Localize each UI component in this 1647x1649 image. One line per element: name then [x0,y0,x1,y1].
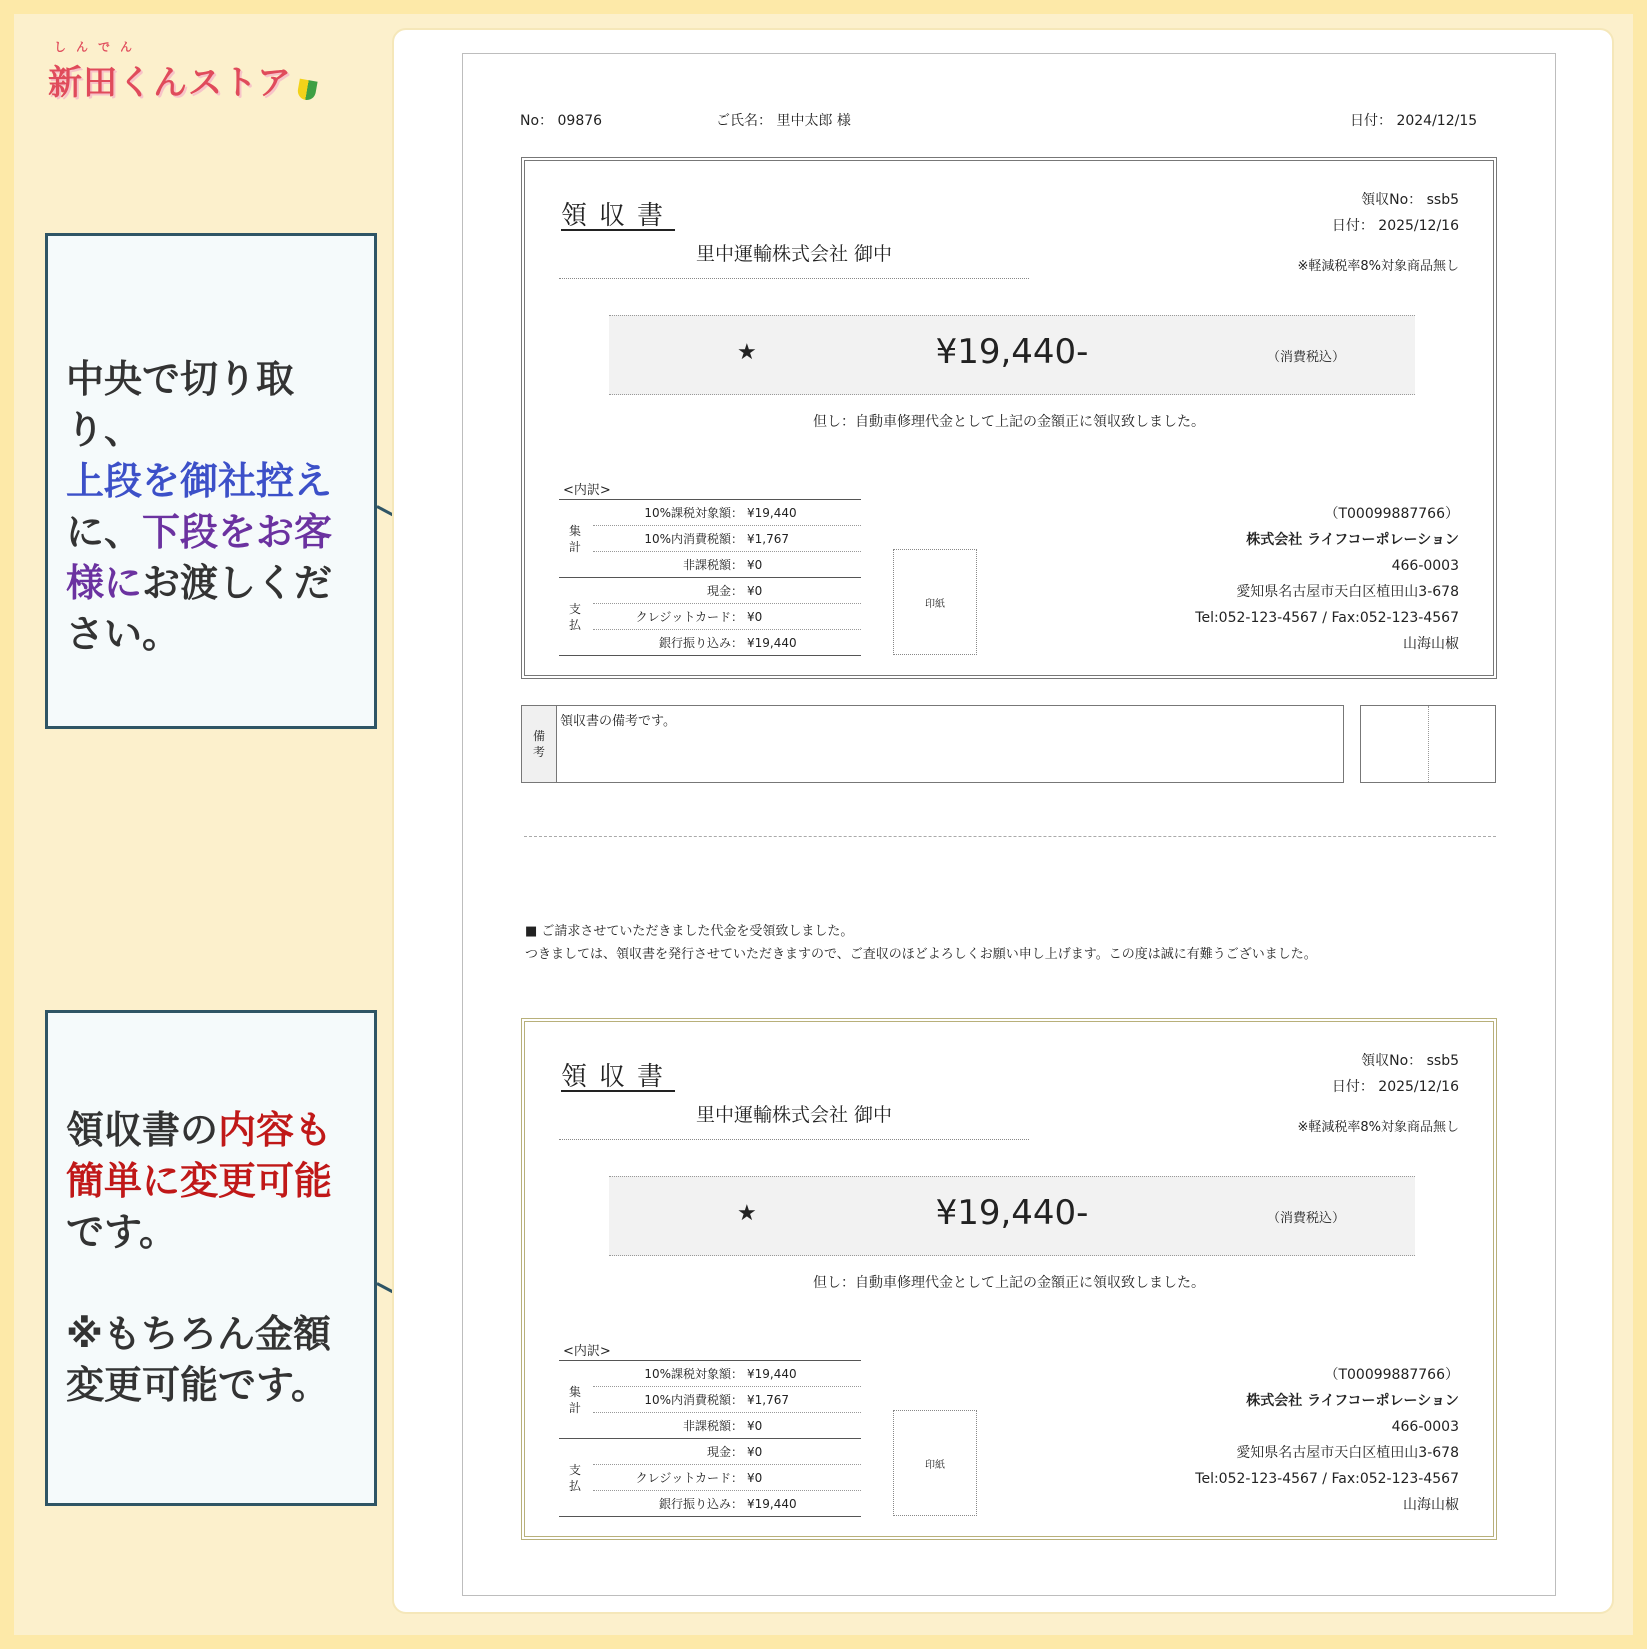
receipt-store-copy [521,157,1497,679]
star-icon: ★ [737,340,757,365]
table-row: 10%課税対象額： ¥19,440 [593,500,861,526]
receipt-purpose: 但し：自動車修理代金として上記の金額正に領収致しました。 [813,1275,1205,1291]
receipt-amount: ¥19,440- [935,1193,1089,1233]
table-row: クレジットカード： ¥0 [593,1465,861,1491]
callout-text: です。 [66,1210,177,1254]
thank-you-message-line2: つきましては、領収書を発行させていただきますので、ご査収のほどよろしくお願い申し上げます。この度は誠に有難うございました。 [525,947,1317,962]
callout-highlight: 内容も [218,1108,333,1152]
star-icon: ★ [737,1201,757,1226]
callout-editable-content [45,1010,377,1506]
tax-included-note: （消費税込） [1266,350,1345,365]
cut-line [524,836,1496,837]
amount-box [609,315,1415,395]
header-no: No： 09876 [520,113,603,129]
callout-text: に、 [66,510,143,554]
table-row: 非課税額： ¥0 [682,557,763,572]
callout-highlight: 上段を御社控え [66,459,333,503]
table-row: 10%内消費税額： ¥1,767 [593,526,861,552]
receipt-customer-copy [521,1018,1497,1540]
receipt-title: 領収書 [561,1062,676,1092]
issuer-info: （T00099887766） 株式会社 ライフコーポレーション 466-0003 愛知県名古屋市天白区植田山3-678 Tel:052-123-4567 / Fax:052-123-4567 山海山椒 [1195,1367,1459,1513]
callout-cut-instructions [45,233,377,729]
table-row: 銀行振り込み： ¥19,440 [658,1496,797,1511]
receipt-number: 領収No： ssb5 [1361,192,1459,208]
summary-group: 集 計 10%課税対象額： ¥19,440 10%内消費税額： ¥1,767 非課税額： ¥0 [559,1361,861,1439]
breakdown-table [559,499,861,656]
revenue-stamp-box: 印紙 [893,549,977,655]
receipt-customer: 里中運輸株式会社 御中 [559,239,1029,279]
callout-highlight: 様に [66,561,143,605]
amount-box [609,1176,1415,1256]
breakdown-label: <内訳> [563,1344,611,1359]
thank-you-message-line1: ■ ご請求させていただきました代金を受領致しました。 [525,924,854,939]
beginner-leaf-icon [296,78,317,101]
issuer-info: （T00099887766） 株式会社 ライフコーポレーション 466-0003 愛知県名古屋市天白区植田山3-678 Tel:052-123-4567 / Fax:052-123-4567 山海山椒 [1195,506,1459,652]
remarks-text: 領収書の備考です。 [560,714,676,729]
receipt-title: 領収書 [561,201,676,231]
summary-group: 集 計 10%課税対象額： ¥19,440 10%内消費税額： ¥1,767 非課税額： ¥0 [559,500,861,578]
logo-text: 新田くんストア [48,63,292,103]
tax-included-note: （消費税込） [1266,1211,1345,1226]
callout-text: 領収書の [66,1108,219,1152]
table-row: 現金： ¥0 [593,1439,861,1465]
header-customer-name: ご氏名： 里中太郎 様 [716,113,851,129]
payment-group: 支 払 現金： ¥0 クレジットカード： ¥0 銀行振り込み： ¥19,440 [559,578,861,656]
store-logo [48,38,316,104]
reduced-tax-note: ※軽減税率8%対象商品無し [1297,259,1459,274]
reduced-tax-note: ※軽減税率8%対象商品無し [1297,1120,1459,1135]
receipt-date: 日付： 2025/12/16 [1331,1079,1459,1095]
receipt-customer: 里中運輸株式会社 御中 [559,1100,1029,1140]
table-row: クレジットカード： ¥0 [593,604,861,630]
table-row: 現金： ¥0 [593,578,861,604]
callout-text: お渡しください。 [66,561,333,656]
breakdown-label: <内訳> [563,483,611,498]
receipt-date: 日付： 2025/12/16 [1331,218,1459,234]
callout-highlight: 下段をお客 [142,510,333,554]
logo-ruby: しんでん [54,40,143,54]
callout-highlight: 簡単に変更可能 [66,1159,333,1203]
breakdown-table [559,1360,861,1517]
table-row: 銀行振り込み： ¥19,440 [658,635,797,650]
receipt-number: 領収No： ssb5 [1361,1053,1459,1069]
payment-group: 支 払 現金： ¥0 クレジットカード： ¥0 銀行振り込み： ¥19,440 [559,1439,861,1517]
header-date: 日付： 2024/12/15 [1350,113,1478,129]
table-row: 10%課税対象額： ¥19,440 [593,1361,861,1387]
receipt-purpose: 但し：自動車修理代金として上記の金額正に領収致しました。 [813,414,1205,430]
callout-text: ※もちろん金額変更可能です。 [66,1312,331,1407]
revenue-stamp-box: 印紙 [893,1410,977,1516]
seal-box [1360,705,1496,783]
receipt-amount: ¥19,440- [935,332,1089,372]
remarks-box: 備 考 領収書の備考です。 [521,705,1344,783]
callout-text: 中央で切り取り、 [66,357,295,452]
table-row: 非課税額： ¥0 [682,1418,763,1433]
table-row: 10%内消費税額： ¥1,767 [593,1387,861,1413]
